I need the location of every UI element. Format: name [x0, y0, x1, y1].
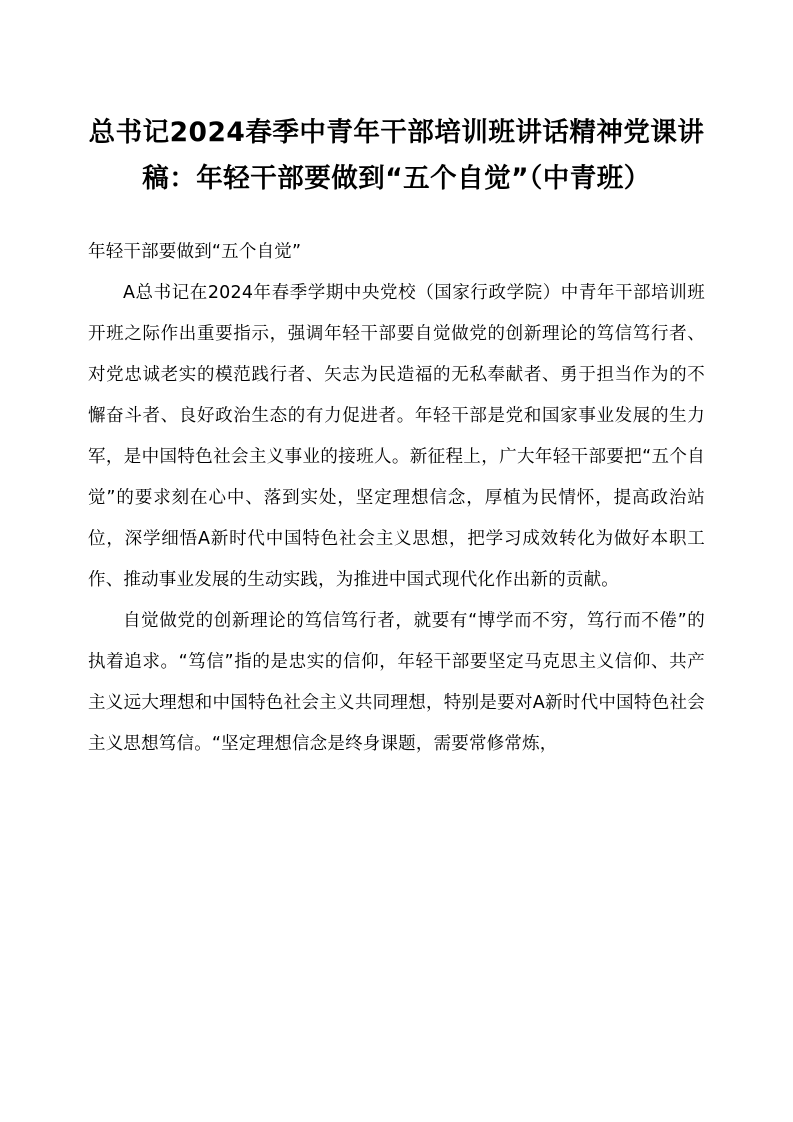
document-subtitle-line: 年轻干部要做到“五个自觉” [88, 242, 302, 262]
document-paragraph-1: A总书记在2024年春季学期中央党校（国家行政学院）中青年干部培训班开班之际作出重要指示，强调年轻干部要自觉做党的创新理论的笃信笃行者、对党忠诚老实的模范践行者、矢志为民造福的无私奉献者、勇于担当作为的不懈奋斗者、良好政治生态的有力促进者。年轻干部是党和国家事业发展的生力军，是中国特色社会主义事业的接班人。新征程上，广大年轻干部要把“五个自觉”的要求刻在心中、落到实处，坚定理想信念，厚植为民情怀，提高政治站位，深学细悟A新时代中国特色社会主义思想，把学习成效转化为做好本职工作、推动事业发展的生动实践，为推进中国式现代化作出新的贡献。 [88, 283, 705, 590]
page-title: 总书记2024春季中青年干部培训班讲话精神党课讲稿：年轻干部要做到“五个自觉”（中青班） [88, 117, 705, 194]
document-paragraph-2: 自觉做党的创新理论的笃信笃行者，就要有“博学而不穷，笃行而不倦”的执着追求。“笃信”指的是忠实的信仰，年轻干部要坚定马克思主义信仰、共产主义远大理想和中国特色社会主义共同理想，特别是要对A新时代中国特色社会主义思想笃信。“坚定理想信念是终身课题，需要常修常炼， [88, 611, 705, 754]
